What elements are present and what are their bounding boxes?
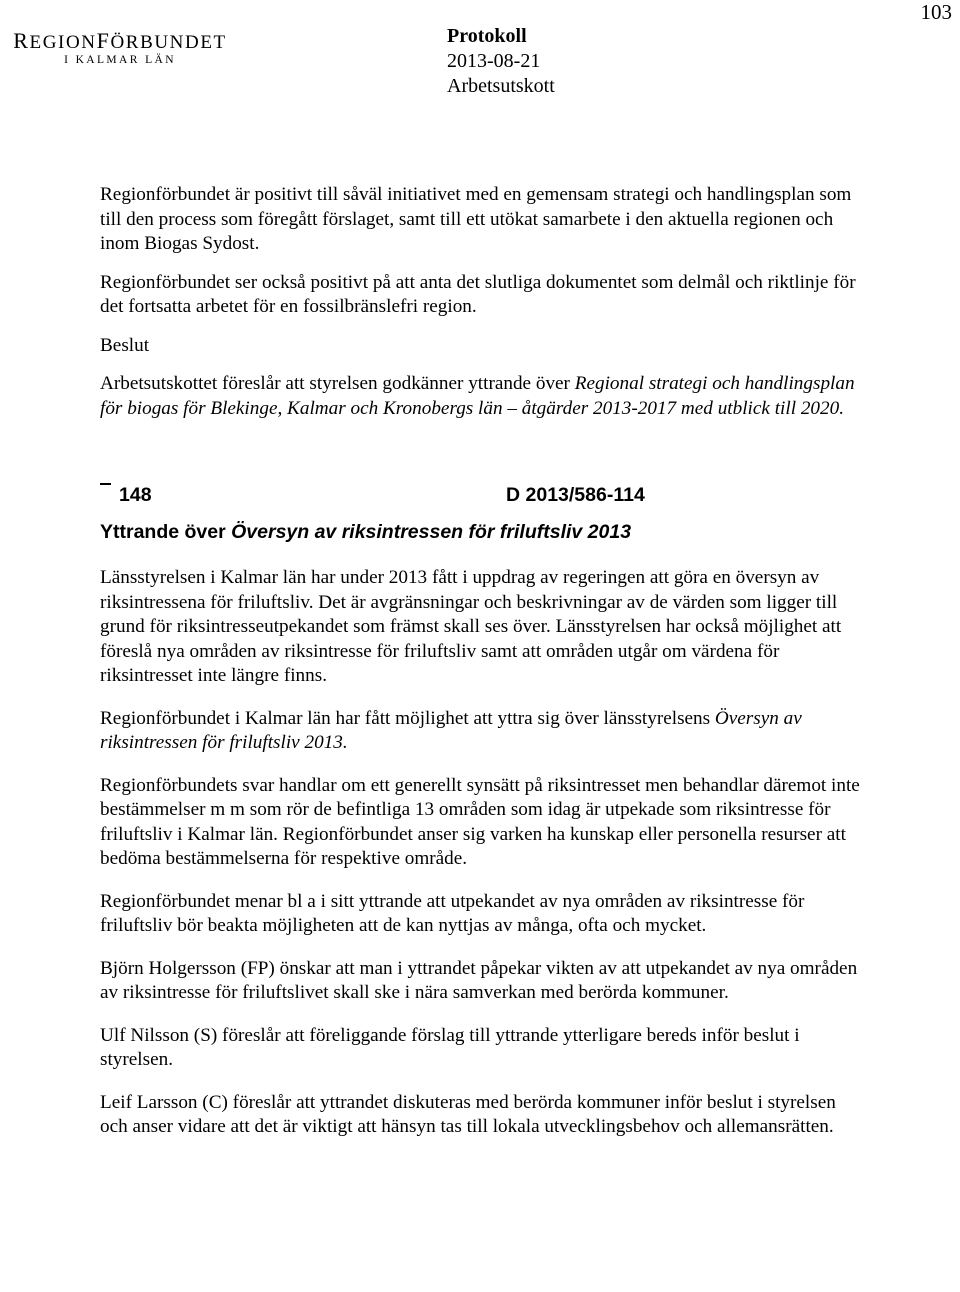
section-paragraph-5: Björn Holgersson (FP) önskar att man i yttrandet påpekar vikten av att utpekandet av nya områden av riksintresse för friluftslivet skall ske i nära samverkan med berörda kommuner. (100, 957, 858, 1003)
section-title: Yttrande över Översyn av riksintressen för friluftsliv 2013 (100, 521, 632, 543)
section-header (100, 483, 860, 509)
meeting-date: 2013-08-21 (447, 50, 541, 72)
beslut-text: Arbetsutskottet föreslår att styrelsen godkänner yttrande över Regional strategi och handlingsplan för biogas för Blekinge, Kalmar och Kronobergs län – åtgärder 2013-2017 med utblick till 2020. (100, 373, 855, 419)
section-paragraph-3: Regionförbundets svar handlar om ett generellt synsätt på riksintresset men behandlar däremot inte bestämmelser m m som rör de befintliga 13 områden som idag är utpekade som riksintresse för friluftsliv i Kalmar län. Regionförbundet anser sig varken ha kunskap eller personella resurser att bedöma bestämmelserna för respektive område. (100, 774, 860, 869)
diary-number: D 2013/586-114 (506, 484, 645, 506)
document-body (100, 183, 860, 1140)
document-header (447, 24, 555, 99)
logo-subtitle: I KALMAR LÄN (64, 54, 176, 66)
section-paragraph-2: Regionförbundet i Kalmar län har fått möjlighet att yttra sig över länsstyrelsens Översyn av riksintressen för friluftsliv 2013. (100, 707, 802, 753)
section-paragraph-7: Leif Larsson (C) föreslår att yttrandet diskuteras med berörda kommuner inför beslut i styrelsen och anser vidare att det är viktigt att hänsyn tas till lokala utvecklingsbehov och allemansrätten. (100, 1091, 836, 1137)
section-number: 148 (100, 483, 152, 507)
section-paragraph-4: Regionförbundet menar bl a i sitt yttrande att utpekandet av nya områden av riksintresse för friluftsliv bör beakta möjligheten att de kan nyttjas av många, ofta och mycket. (100, 890, 805, 936)
section-symbol-icon (100, 483, 111, 485)
section-paragraph-1: Länsstyrelsen i Kalmar län har under 2013 fått i uppdrag av regeringen att göra en översyn av riksintressena för friluftsliv. Det är avgränsningar och beskrivningar av de värden som ligger till grund för riksintresseutpekandet som främst skall ses över. Länsstyrelsen har också möjlighet att föreslå nya områden av riksintresse för friluftsliv samt att områden utgår om värdena för riksintresset inte längre finns. (100, 567, 842, 686)
page-number: 103 (920, 0, 952, 24)
committee-name: Arbetsutskott (447, 75, 555, 97)
document-type: Protokoll (447, 25, 527, 47)
logo-name: REGIONFÖRBUNDET (13, 28, 227, 53)
intro-paragraph-2: Regionförbundet ser också positivt på att anta det slutliga dokumentet som delmål och riktlinje för det fortsatta arbetet för en fossilbränslefri region. (100, 271, 856, 317)
regionforbundet-logo (0, 30, 240, 67)
intro-paragraph-1: Regionförbundet är positivt till såväl initiativet med en gemensam strategi och handlingsplan som till den process som föregått förslaget, samt till ett utökat samarbete i den aktuella regionen och inom Biogas Sydost. (100, 184, 852, 254)
section-paragraph-6: Ulf Nilsson (S) föreslår att föreliggande förslag till yttrande ytterligare bereds inför beslut i styrelsen. (100, 1024, 800, 1070)
beslut-heading: Beslut (100, 334, 150, 356)
